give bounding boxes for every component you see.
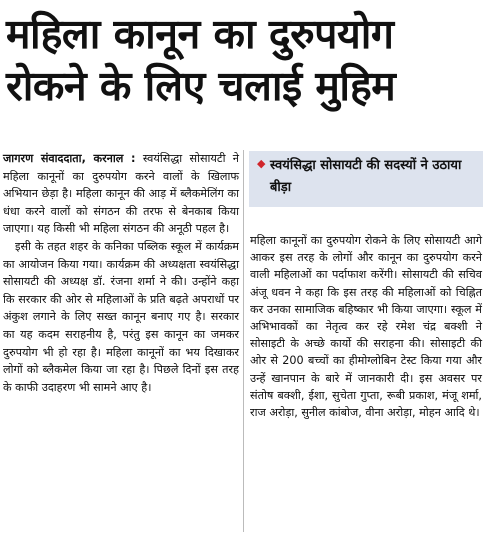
article-paragraph (3, 150, 239, 238)
headline-line-1: महिला कानून का दुरुपयोग (6, 10, 394, 58)
dateline: जागरण संवाददाता, करनाल : (3, 152, 136, 165)
column-divider (243, 150, 244, 532)
headline-line-2: रोकने के लिए चलाई मुहिम (6, 62, 396, 110)
subheadline: स्वयंसिद्धा सोसायटी की सदस्यों ने उठाया बीड़ा (270, 158, 462, 195)
subheadline-box (249, 151, 483, 207)
headline (6, 8, 482, 112)
diamond-bullet-icon: ◆ (257, 157, 266, 170)
article-paragraph-text: स्वयंसिद्धा सोसायटी ने महिला कानूनों का दुरुपयोग करने वालों के खिलाफ अभियान छेड़ा है। महिला कानून की आड़ में ब्लैकमेलिंग का धंधा करने वालों को संगठन की तरफ से बेनकाब किया जाएगा। यह किसी भी महिला संगठन की अनूठी पहल है। (3, 152, 239, 236)
article-paragraph: महिला कानूनों का दुरुपयोग रोकने के लिए सोसायटी आगे आकर इस तरह के लोगों और कानून का दुरुपयोग करने वाली महिलाओं का पर्दाफाश करेंगी। सोसायटी की सचिव अंजू धवन ने कहा कि इस तरह की महिलाओं को चिह्नित कर उनका सामाजिक बहिष्कार भी किया जाएगा। स्कूल में अभिभावकों का नेतृत्व कर रहे रमेश चंद्र बक्शी ने सोसाइटी के अच्छे कार्यो की सराहना की। सोसाइटी की ओर से 200 बच्चों का हीमोग्लोबिन टेस्ट किया गया और उन्हें खानपान के बारे में जानकारी दी। इस अवसर पर संतोष बक्शी, ईशा, सुचेता गुप्ता, रूबी प्रकाश, मंजू शर्मा, राज अरोड़ा, सुनील कांबोज, वीना अरोड़ा, मोहन आदि थे। (250, 234, 482, 420)
article-right-column (250, 232, 482, 421)
article-paragraph: इसी के तहत शहर के कनिका पब्लिक स्कूल में कार्यक्रम का आयोजन किया गया। कार्यक्रम की अध्यक्षता स्वयंसिद्धा सोसायटी की अध्यक्ष डॉ. रंजना शर्मा ने की। उन्होंने कहा कि सरकार की ओर से महिलाओं के प्रति बढ़ते अपराधों पर अंकुश लगाने के लिए सख्त कानून बनाए गए है। सरकार का यह कदम सराहनीय है, परंतु इस कानून का जमकर दुरुपयोग भी हो रहा है। महिला कानूनों का भय दिखाकर लोगों को ब्लैकमेल किया जा रहा है। पिछले दिनों इस तरह के काफी उदाहरण भी सामने आए है। (3, 239, 239, 394)
article-left-column (3, 150, 239, 396)
